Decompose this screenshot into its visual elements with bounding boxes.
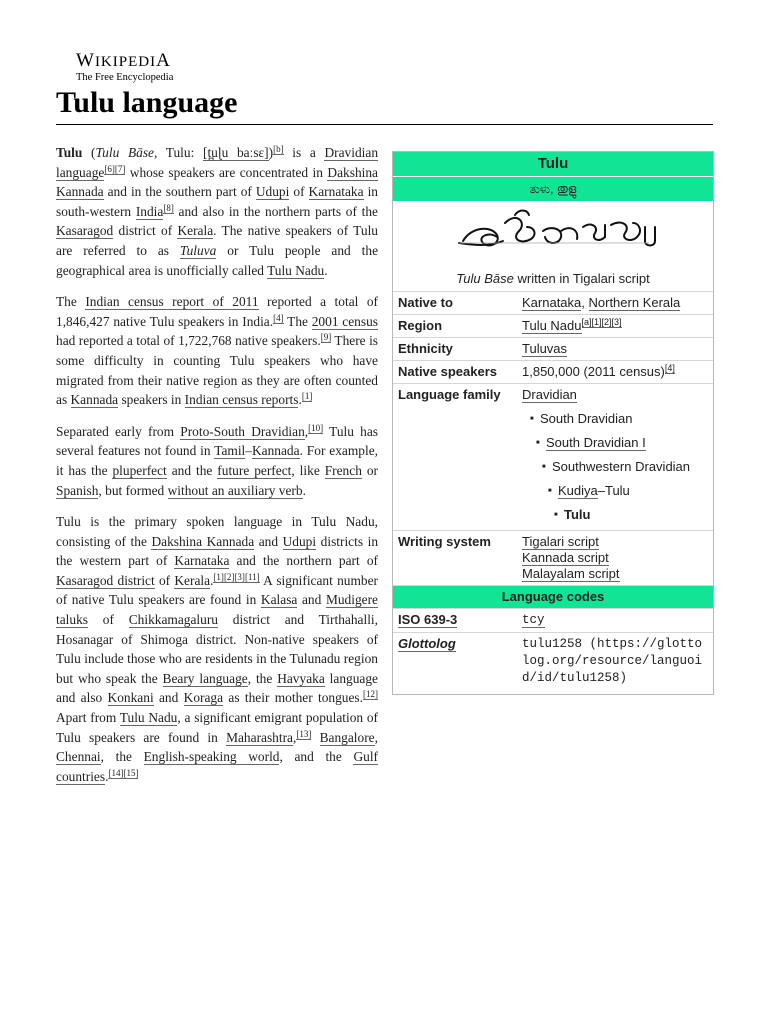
- infobox: [392, 151, 714, 695]
- footnote-ref[interactable]: [6][7]: [104, 163, 126, 174]
- footnote-ref[interactable]: [b]: [273, 144, 284, 154]
- link-kalasa[interactable]: Kalasa: [260, 592, 298, 608]
- link-kasaragod[interactable]: Kasaragod: [56, 223, 114, 239]
- link-kannada-script[interactable]: Kannada script: [522, 550, 609, 565]
- link-chennai[interactable]: Chennai: [56, 749, 101, 765]
- link-koraga[interactable]: Koraga: [183, 690, 224, 706]
- link-tulu-nadu[interactable]: Tulu Nadu: [267, 262, 325, 278]
- link-havyaka[interactable]: Havyaka: [277, 670, 325, 686]
- wikipedia-logo[interactable]: [76, 51, 216, 84]
- ipa-link[interactable]: [t̪uɭu baːsɛ]: [203, 145, 269, 160]
- footnote-ref[interactable]: [13]: [296, 728, 312, 739]
- link-malayalam-script[interactable]: Malayalam script: [522, 566, 620, 581]
- link-iso-code[interactable]: tcy: [522, 613, 545, 627]
- family-tree-item: [546, 431, 709, 455]
- link-french[interactable]: French: [324, 462, 362, 478]
- link-dakshina-kannada[interactable]: Dakshina Kannada: [56, 164, 378, 200]
- infobox-value: Karnataka, Northern Kerala: [522, 295, 681, 310]
- link-chikkamagaluru[interactable]: Chikkamagaluru: [128, 612, 218, 628]
- link-kannada[interactable]: Kannada: [70, 392, 119, 408]
- link-northern-kerala[interactable]: Northern Kerala: [588, 295, 681, 310]
- italic-term: Tulu Bāse: [95, 145, 154, 160]
- infobox-row-writing-system: [393, 530, 713, 585]
- link-karnataka[interactable]: Karnataka: [174, 553, 230, 569]
- link-konkani[interactable]: Konkani: [107, 690, 154, 706]
- link-mudigere[interactable]: Mudigere: [325, 592, 378, 608]
- link-glottolog[interactable]: Glottolog: [398, 636, 456, 651]
- infobox-label: Region: [398, 318, 443, 333]
- link-tuluvas[interactable]: Tuluvas: [522, 341, 568, 356]
- paragraph-census: The Indian census report of 2011 reported a total of 1,846,427 native Tulu speakers in India.[4] The 2001 census had reported a total of 1,722,768 native speakers.[9] There is some difficulty in counting Tulu speakers who have migrated from their native region as they are often counted as Kannada speakers in Indian census reports.[1]: [56, 294, 379, 408]
- link-india[interactable]: India: [135, 203, 164, 219]
- footnote-ref[interactable]: [9]: [320, 332, 332, 343]
- link-south-dravidian-i[interactable]: South Dravidian I: [546, 435, 646, 450]
- infobox-row-region: [393, 314, 713, 337]
- infobox-value: [516, 384, 713, 530]
- link-maharashtra[interactable]: Maharashtra: [226, 729, 293, 745]
- link-english-speaking-world[interactable]: English-speaking world: [143, 749, 280, 765]
- link-kasaragod-district[interactable]: Kasaragod district: [56, 572, 155, 588]
- family-tree-item: ■ Southwestern Dravidian: [552, 455, 709, 479]
- infobox-row-iso: [393, 608, 713, 632]
- footnote-ref[interactable]: [1][2][3][11]: [213, 571, 260, 582]
- infobox-label: Ethnicity: [398, 341, 453, 356]
- infobox-title: Tulu: [393, 152, 713, 176]
- link-dravidian[interactable]: Dravidian: [522, 387, 577, 402]
- link-tigalari-script[interactable]: Tigalari script: [522, 534, 599, 549]
- family-tree-item: ■ Tulu: [564, 503, 709, 527]
- footnote-ref[interactable]: [12]: [363, 689, 378, 700]
- infobox-image-caption: Tulu Bāse written in Tigalari script: [456, 271, 650, 286]
- footnote-ref[interactable]: [4]: [273, 312, 284, 323]
- article-body: [56, 143, 378, 798]
- infobox-section-language-codes: Language codes: [393, 585, 713, 608]
- link-gulf-countries[interactable]: Gulf countries: [56, 749, 378, 784]
- page-title: Tulu language: [56, 86, 238, 119]
- footnote-ref[interactable]: [8]: [163, 202, 174, 213]
- family-tree: [522, 407, 709, 527]
- infobox-label: Native speakers: [398, 364, 498, 379]
- link-iso-639-3[interactable]: ISO 639-3: [398, 612, 458, 627]
- paragraph-features: Separated early from Proto-South Dravidian,[10] Tulu has several features not found in Tamil–Kannada. For example, it has the pluperfect and the future perfect, like French or Spanish, but formed without an auxiliary verb.: [56, 422, 379, 498]
- infobox-row-ethnicity: [393, 337, 713, 360]
- link-udupi[interactable]: Udupi: [282, 533, 317, 549]
- infobox-value: [516, 338, 713, 360]
- infobox-value: 1,850,000 (2011 census)[4]: [522, 363, 675, 379]
- link-karnataka[interactable]: Karnataka: [522, 295, 582, 310]
- link-tulu-nadu[interactable]: Tulu Nadu: [119, 710, 178, 726]
- logo-wordmark: WIKIPEDIA: [76, 50, 171, 71]
- link-kerala[interactable]: Kerala: [177, 223, 214, 239]
- infobox-row-native-speakers: [393, 360, 713, 383]
- title-divider: [56, 124, 713, 125]
- link-future-perfect[interactable]: future perfect: [217, 462, 292, 478]
- family-tree-item: ■ Kudiya–Tulu: [558, 479, 709, 503]
- infobox-value: [516, 609, 713, 632]
- link-beary-language[interactable]: Beary language: [162, 670, 248, 686]
- footnote-ref[interactable]: [4]: [664, 363, 675, 373]
- infobox-row-native-to: [393, 291, 713, 314]
- link-glottolog-code[interactable]: tulu1258 (https://glottolog.org/resource/languoid/id/tulu1258): [522, 637, 703, 685]
- bold-term: Tulu: [56, 145, 83, 160]
- footnote-ref[interactable]: [1]: [301, 391, 313, 402]
- infobox-value: [516, 315, 713, 337]
- infobox-label: Native to: [398, 295, 453, 310]
- link-census-2001[interactable]: 2001 census: [311, 313, 378, 329]
- link-auxiliary-verb[interactable]: without an auxiliary verb: [167, 482, 303, 498]
- link-tuluva[interactable]: Tuluva: [179, 242, 217, 258]
- family-tree-item: ■ South Dravidian: [540, 407, 709, 431]
- link-taluks[interactable]: taluks: [56, 612, 88, 628]
- infobox-row-language-family: [393, 383, 713, 530]
- link-proto-south-dravidian[interactable]: Proto-South Dravidian: [180, 423, 305, 439]
- link-dakshina-kannada[interactable]: Dakshina Kannada: [151, 533, 255, 549]
- infobox-label: [393, 609, 516, 632]
- logo-tagline: The Free Encyclopedia: [76, 72, 174, 83]
- infobox-label: Language family: [398, 387, 501, 402]
- paragraph-geography: Tulu is the primary spoken language in Tulu Nadu, consisting of the Dakshina Kannada and Udupi districts in the western part of Karnataka and the northern part of Kasaragod district of Kerala.[1][2][3][11] A significant number of native Tulu speakers are found in Kalasa and Mudigere taluks of Chikkamagaluru district and Tirthahalli, Hosanagar of Shimoga district. Non-native speakers of Tulu include those who are residents in the Tulunadu region but who speak the Beary language, the Havyaka language and also Konkani and Koraga as their mother tongues.[12] Apart from Tulu Nadu, a significant emigrant population of Tulu speakers are found in Maharashtra,[13] Bangalore, Chennai, the English-speaking world, and the Gulf countries.[14][15]: [56, 514, 379, 784]
- footnote-ref[interactable]: [10]: [308, 422, 324, 433]
- link-dravidian-language[interactable]: Dravidian language: [56, 145, 379, 180]
- link-tulu-nadu[interactable]: Tulu Nadu: [522, 318, 582, 333]
- footnote-ref[interactable]: [a][1][2][3]: [581, 317, 622, 327]
- link-bangalore[interactable]: Bangalore: [319, 729, 375, 745]
- infobox-row-glottolog: [393, 632, 713, 694]
- link-spanish[interactable]: Spanish: [56, 482, 99, 498]
- paragraph-intro: Tulu (Tulu Bāse, Tulu: [t̪uɭu baːsɛ])[b] is a Dravidian language[6][7] whose speakers are concentrated in Dakshina Kannada and in the southern part of Udupi of Karnataka in south-western India[8] and also in the northern parts of the Kasaragod district of Kerala. The native speakers of Tulu are referred to as Tuluva or Tulu people and the geographical area is unofficially called Tulu Nadu.: [56, 144, 379, 278]
- infobox-label: [393, 633, 516, 690]
- infobox-value: [516, 633, 713, 690]
- link-kerala[interactable]: Kerala: [174, 572, 211, 588]
- script-calligraphy: [393, 201, 713, 267]
- infobox-value: [516, 531, 713, 585]
- link-census-2011[interactable]: Indian census report of 2011: [85, 294, 259, 310]
- link-karnataka[interactable]: Karnataka: [308, 184, 364, 200]
- link-pluperfect[interactable]: pluperfect: [112, 462, 167, 478]
- link-census-reports[interactable]: Indian census reports: [184, 392, 299, 408]
- infobox-native-name: ತುಳು, തുളു: [393, 176, 713, 201]
- infobox-label: Writing system: [398, 534, 491, 549]
- tigalari-script-image[interactable]: [393, 201, 713, 267]
- link-kannada[interactable]: Kannada: [251, 443, 300, 459]
- footnote-ref[interactable]: [14][15]: [108, 767, 139, 778]
- link-udupi[interactable]: Udupi: [255, 184, 290, 200]
- link-tamil[interactable]: Tamil: [214, 443, 246, 459]
- link-kudiya[interactable]: Kudiya: [558, 483, 598, 498]
